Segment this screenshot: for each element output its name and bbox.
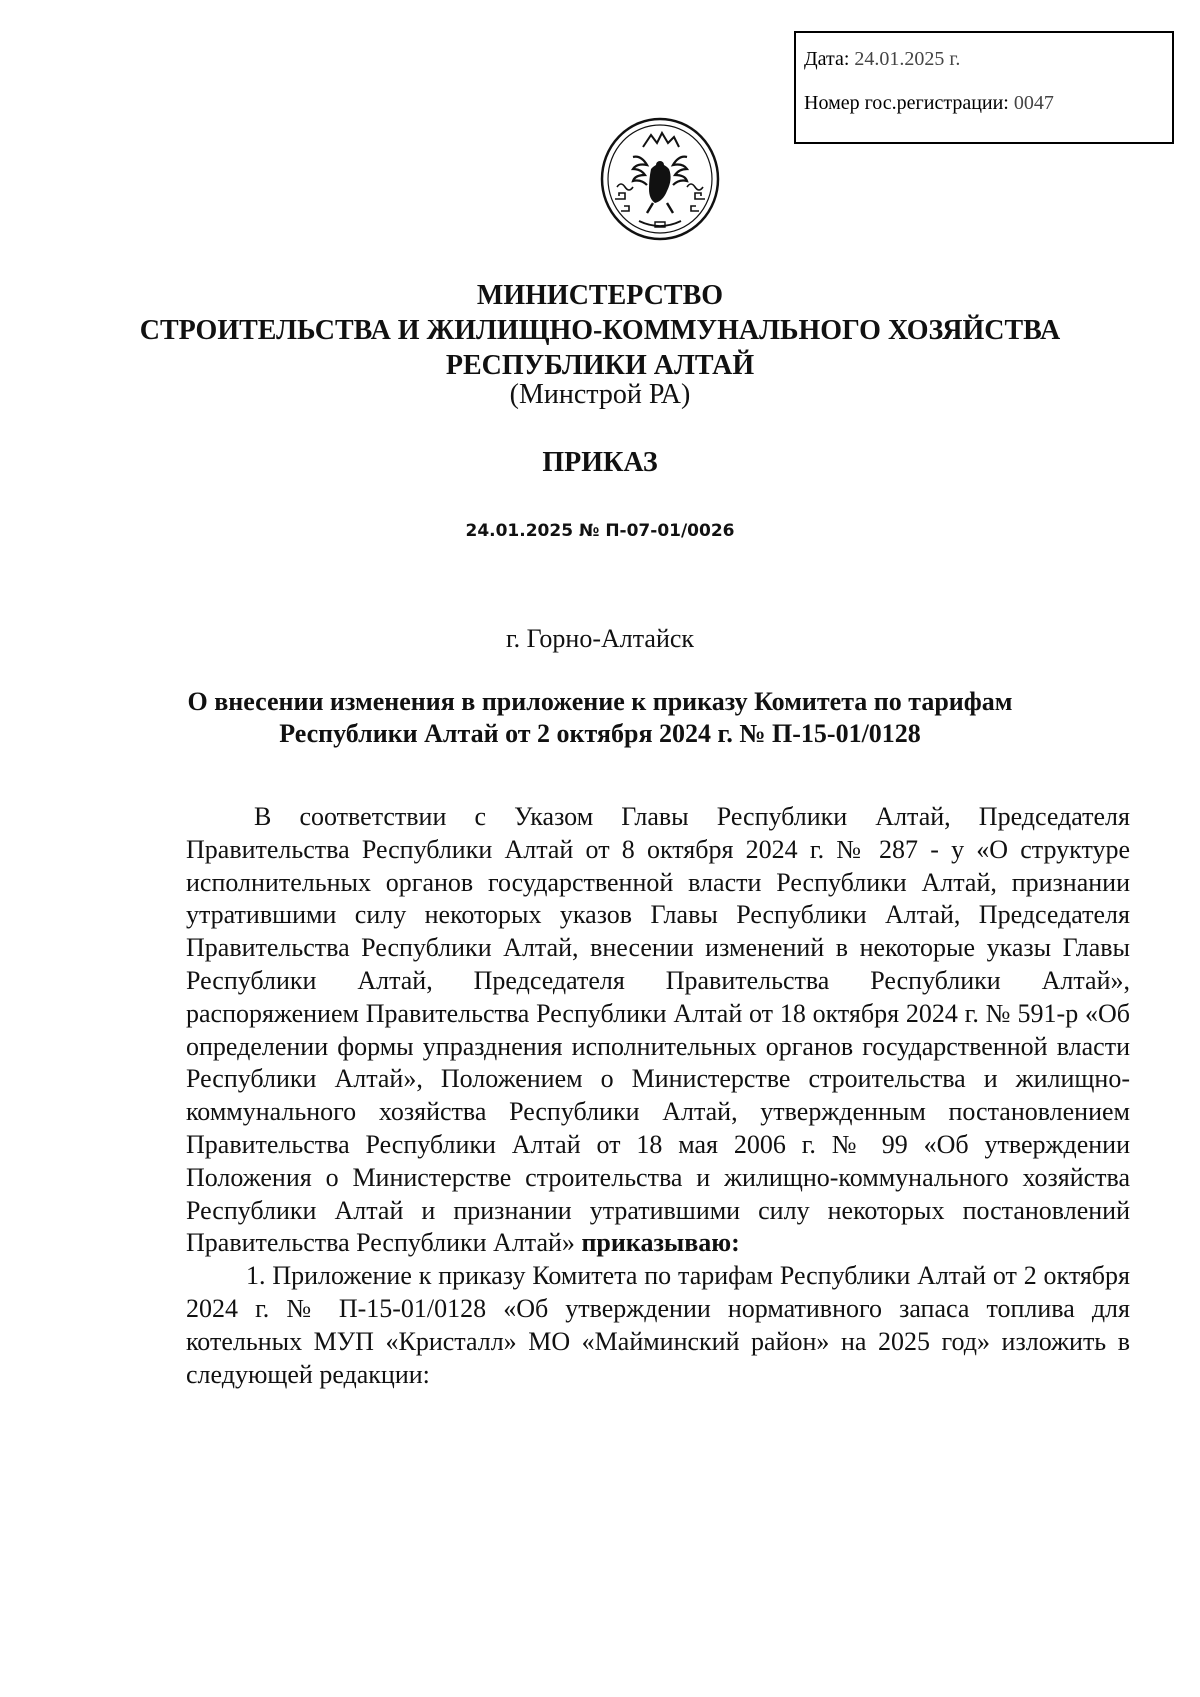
ministry-short-name: (Минстрой РА) (509, 379, 691, 410)
order-city: г. Горно-Алтайск (505, 624, 695, 653)
preamble-text: В соответствии с Указом Главы Республики Алтай, Председателя Правительства Республики Алтай от 8 октября 2024 г. № 287 - у «О структуре исполнительных органов государственной власти Республики Алтай, признании утратившими силу некоторых указов Главы Республики Алтай, Председателя Правительства Республики Алтай, внесении изменений в некоторые указы Главы Республики Алтай, Председателя Правительства Республики Алтай», распоряжением Правительства Республики Алтай от 18 октября 2024 г. № 591-р «Об определении формы упразднения исполнительных органов государственной власти Республики Алтай», Положением о Министерстве строительства и жилищно-коммунального хозяйства Республики Алтай, утвержденным постановлением Правительства Республики Алтай от 18 мая 2006 г. № 99 «Об утверждении Положения о Министерстве строительства и жилищно-коммунального хозяйства Республики Алтай и признании утратившими силу некоторых постановлений Правительства Республики Алтай» (186, 802, 1130, 1258)
ministry-name-line-3: РЕСПУБЛИКИ АЛТАЙ (445, 350, 755, 381)
registration-number-label: Номер гос.регистрации: (804, 92, 1009, 114)
order-subject-line-2: Республики Алтай от 2 октября 2024 г. № П-15-01/0128 (279, 719, 921, 748)
document-type: ПРИКАЗ (542, 447, 658, 478)
order-body (186, 801, 1130, 1391)
registration-date (804, 49, 1172, 69)
registration-stamp (794, 31, 1174, 144)
ministry-name-line-2: СТРОИТЕЛЬСТВА И ЖИЛИЩНО-КОММУНАЛЬНОГО ХОЗЯЙСТВА (139, 315, 1061, 346)
ministry-name-line-1: МИНИСТЕРСТВО (476, 280, 724, 311)
order-subject (0, 686, 1200, 750)
coat-of-arms-icon (599, 117, 721, 241)
order-subject-line-1: О внесении изменения в приложение к приказу Комитета по тарифам (187, 687, 1013, 716)
preamble-operative-verb: приказываю: (581, 1228, 740, 1258)
registration-date-label: Дата: (804, 48, 850, 70)
registration-number (804, 93, 1172, 113)
order-date-number: 24.01.2025 № П-07-01/0026 (465, 521, 735, 541)
ministry-name (0, 278, 1200, 383)
registration-number-value: 0047 (1013, 92, 1054, 114)
body-paragraph-item-1: 1. Приложение к приказу Комитета по тарифам Республики Алтай от 2 октября 2024 г. № П-15-01/0128 «Об утверждении нормативного запаса топлива для котельных МУП «Кристалл» МО «Майминский район» на 2025 год» изложить в следующей редакции: (186, 1261, 1130, 1389)
registration-date-value: 24.01.2025 г. (854, 48, 961, 70)
body-paragraph-preamble (186, 801, 1130, 1260)
